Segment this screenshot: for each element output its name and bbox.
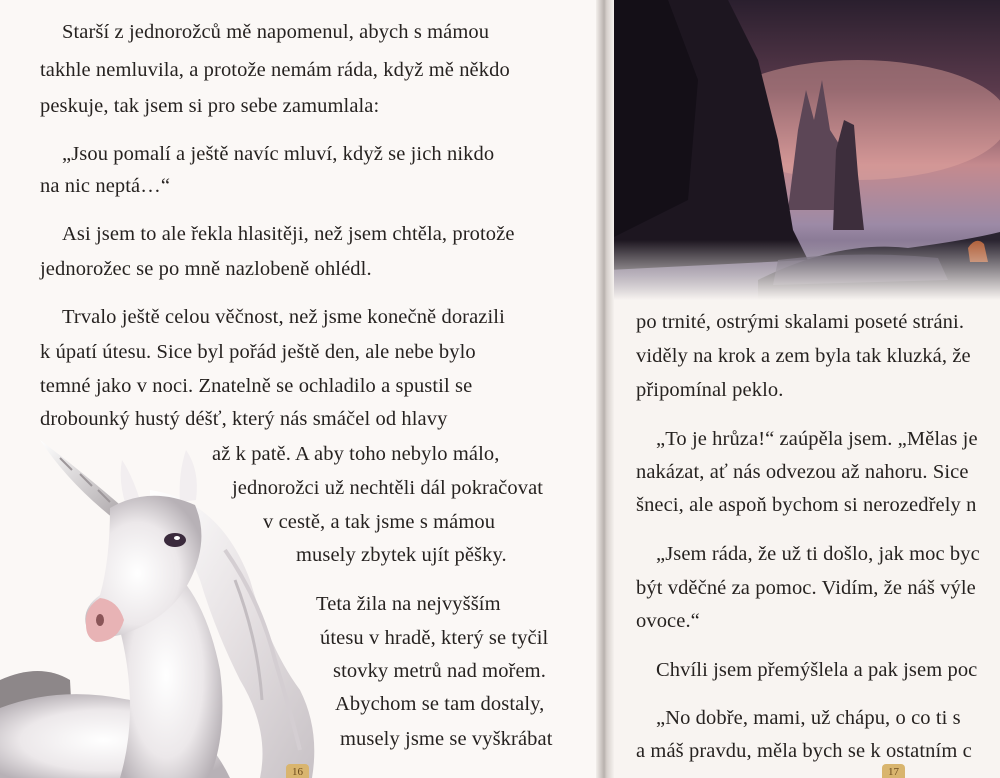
text-line: a máš pravdu, měla bych se k ostatním c (636, 740, 972, 762)
text-line: musely zbytek ujít pěšky. (296, 544, 507, 566)
text-line: Abychom se tam dostaly, (335, 693, 545, 715)
text-line: musely jsme se vyškrábat (340, 728, 553, 750)
page-number: 17 (882, 764, 905, 778)
text-line: na nic neptá…“ (40, 175, 171, 197)
text-line: viděly na krok a zem byla tak kluzká, že (636, 345, 971, 367)
text-line: Trvalo ještě celou věčnost, než jsme konečně dorazili (62, 306, 505, 328)
stormy-cliff-illustration (608, 0, 1000, 300)
text-line: Chvíli jsem přemýšlela a pak jsem poc (656, 659, 978, 681)
text-line: „Jsem ráda, že už ti došlo, jak moc byc (656, 543, 980, 565)
text-line: peskuje, tak jsem si pro sebe zamumlala: (40, 95, 380, 117)
text-line: Teta žila na nejvyšším (316, 593, 501, 615)
page-number: 16 (286, 764, 309, 778)
right-book-page (608, 0, 1000, 778)
text-line: „No dobře, mami, už chápu, o co ti s (656, 707, 961, 729)
text-line: šneci, ale aspoň bychom si nerozedřely n (636, 494, 977, 516)
text-line: takhle nemluvila, a protože nemám ráda, když mě někdo (40, 59, 510, 81)
text-line: „Jsou pomalí a ještě navíc mluví, když se jich nikdo (62, 143, 495, 165)
text-line: připomínal peklo. (636, 379, 784, 401)
text-line: Asi jsem to ale řekla hlasitěji, než jsem chtěla, protože (62, 223, 515, 245)
text-line: ovoce.“ (636, 610, 700, 632)
text-line: nakázat, ať nás odvezou až nahoru. Sice (636, 461, 969, 483)
text-line: Starší z jednorožců mě napomenul, abych s mámou (62, 21, 490, 43)
unicorn-illustration (0, 430, 330, 778)
text-line: jednorožec se po mně nazlobeně ohlédl. (40, 258, 372, 280)
text-line: drobounký hustý déšť, který nás smáčel od hlavy (40, 408, 448, 430)
text-line: jednorožci už nechtěli dál pokračovat (232, 477, 544, 499)
text-line: až k patě. A aby toho nebylo málo, (212, 443, 500, 465)
text-line: útesu v hradě, který se tyčil (320, 627, 549, 649)
text-line: „To je hrůza!“ zaúpěla jsem. „Mělas je (656, 428, 978, 450)
text-line: stovky metrů nad mořem. (333, 660, 546, 682)
text-line: po trnité, ostrými skalami poseté stráni. (636, 311, 965, 333)
text-line: v cestě, a tak jsme s mámou (263, 511, 496, 533)
text-line: k úpatí útesu. Sice byl pořád ještě den, ale nebe bylo (40, 341, 476, 363)
text-line: temné jako v noci. Znatelně se ochladilo a spustil se (40, 375, 473, 397)
book-gutter (596, 0, 614, 778)
text-line: být vděčné za pomoc. Vidím, že náš výle (636, 577, 976, 599)
